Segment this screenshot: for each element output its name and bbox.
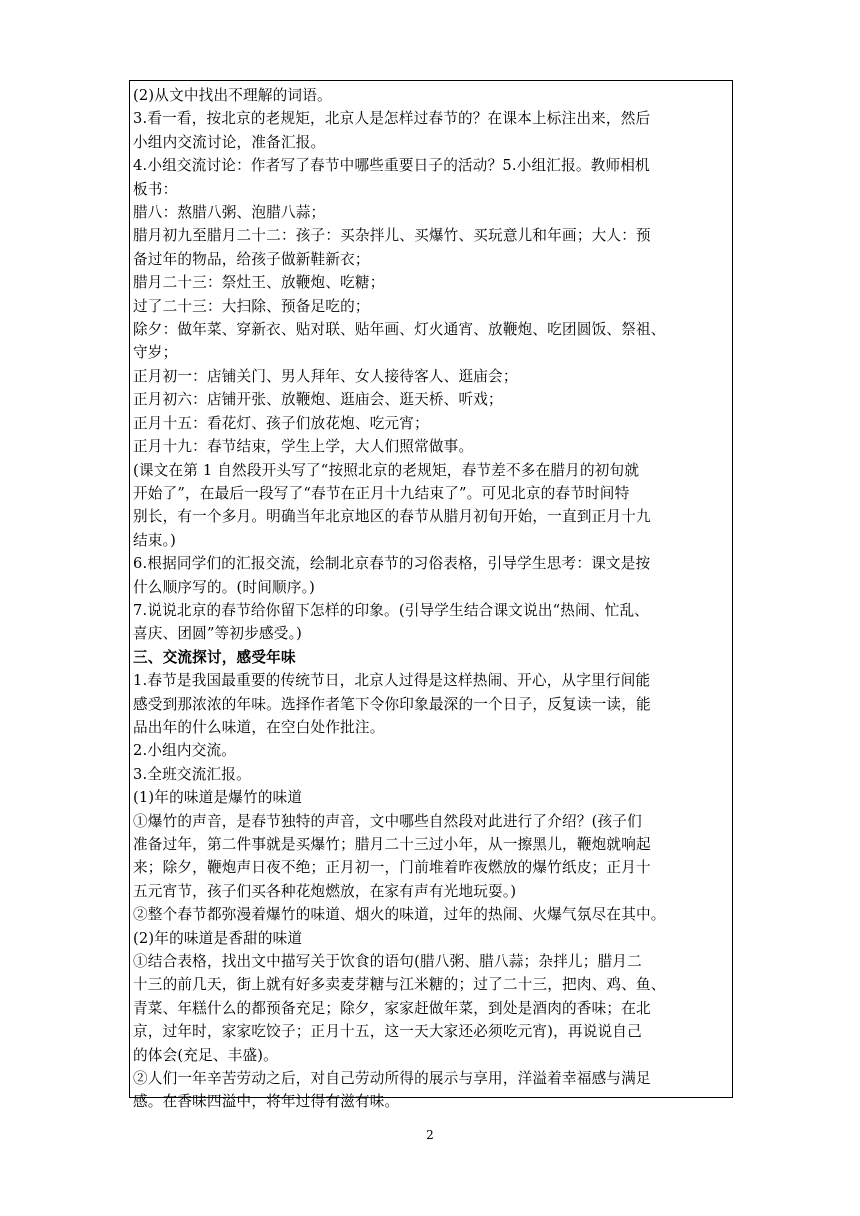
text-line: 感受到那浓浓的年味。选择作者笔下令你印象最深的一个日子，反复读一读，能 bbox=[133, 695, 651, 713]
text-line: 板书： bbox=[133, 180, 178, 198]
text-line: 开始了”，在最后一段写了“春节在正月十九结束了”。可见北京的春节时间特 bbox=[133, 484, 630, 502]
text-line: 来；除夕，鞭炮声日夜不绝；正月初一，门前堆着昨夜燃放的爆竹纸皮；正月十 bbox=[133, 859, 651, 877]
text-line: 什么顺序写的。(时间顺序。) bbox=[133, 578, 316, 596]
text-line: 小组内交流讨论，准备汇报。 bbox=[133, 133, 326, 151]
text-line: 结束。) bbox=[133, 531, 176, 549]
text-line: 京，过年时，家家吃饺子；正月十五，这一天大家还必须吃元宵)，再说说自己 bbox=[133, 1023, 642, 1041]
page-number: 2 bbox=[426, 1128, 434, 1142]
text-line: 2.小组内交流。 bbox=[133, 742, 237, 760]
text-line: 青菜、年糕什么的都预备充足；除夕，家家赶做年菜，到处是酒肉的香味；在北 bbox=[133, 999, 651, 1017]
text-line: ①结合表格，找出文中描写关于饮食的语句(腊八粥、腊八蒜；杂拌儿；腊月二 bbox=[133, 953, 642, 971]
text-line: 正月十五：看花灯、孩子们放花炮、吃元宵； bbox=[133, 414, 429, 432]
section-heading: 三、交流探讨，感受年味 bbox=[133, 648, 296, 666]
text-line: 守岁； bbox=[133, 344, 178, 362]
text-line: (1)年的味道是爆竹的味道 bbox=[133, 789, 303, 807]
text-line: 正月初一：店铺关门、男人拜年、女人接待客人、逛庙会； bbox=[133, 367, 518, 385]
text-line: ②整个春节都弥漫着爆竹的味道、烟火的味道，过年的热闹、火爆气氛尽在其中。 bbox=[133, 906, 666, 924]
text-line: 1.春节是我国最重要的传统节日，北京人过得是这样热闹、开心，从字里行间能 bbox=[133, 672, 651, 690]
text-line: ②人们一年辛苦劳动之后，对自己劳动所得的展示与享用，洋溢着幸福感与满足 bbox=[133, 1070, 651, 1088]
text-line: 喜庆、团圆”等初步感受。) bbox=[133, 625, 302, 643]
text-line: 正月十九：春节结束，学生上学，大人们照常做事。 bbox=[133, 438, 474, 456]
text-line: 备过年的物品，给孩子做新鞋新衣； bbox=[133, 250, 370, 268]
text-line: (课文在第 1 自然段开头写了“按照北京的老规矩，春节差不多在腊月的初旬就 bbox=[133, 461, 640, 479]
text-line: 品出年的什么味道，在空白处作批注。 bbox=[133, 718, 385, 736]
text-line: 7.说说北京的春节给你留下怎样的印象。(引导学生结合课文说出“热闹、忙乱、 bbox=[133, 601, 650, 619]
text-line: 4.小组交流讨论：作者写了春节中哪些重要日子的活动？5.小组汇报。教师相机 bbox=[133, 157, 650, 175]
text-line: 腊八：熬腊八粥、泡腊八蒜； bbox=[133, 204, 326, 222]
text-line: 五元宵节，孩子们买各种花炮燃放，在家有声有光地玩耍。) bbox=[133, 882, 517, 900]
text-line: 过了二十三：大扫除、预备足吃的； bbox=[133, 297, 370, 315]
text-line: 十三的前几天，街上就有好多卖麦芽糖与江米糖的；过了二十三，把肉、鸡、鱼、 bbox=[133, 976, 666, 994]
lesson-content bbox=[133, 84, 731, 1114]
text-line: 腊月初九至腊月二十二：孩子：买杂拌儿、买爆竹、买玩意儿和年画；大人：预 bbox=[133, 227, 651, 245]
text-line: 准备过年，第二件事就是买爆竹；腊月二十三过小年，从一擦黑儿，鞭炮就响起 bbox=[133, 836, 651, 853]
text-line: 别长，有一个多月。明确当年北京地区的春节从腊月初旬开始，一直到正月十九 bbox=[133, 508, 651, 526]
text-line: (2)从文中找出不理解的词语。 bbox=[133, 87, 332, 104]
text-line: 3.全班交流汇报。 bbox=[133, 765, 251, 783]
text-line: 除夕：做年菜、穿新衣、贴对联、贴年画、灯火通宵、放鞭炮、吃团圆饭、祭祖、 bbox=[133, 321, 666, 339]
text-line: 6.根据同学们的汇报交流，绘制北京春节的习俗表格，引导学生思考：课文是按 bbox=[133, 555, 651, 573]
text-line: 腊月二十三：祭灶王、放鞭炮、吃糖； bbox=[133, 274, 385, 292]
text-line: (2)年的味道是香甜的味道 bbox=[133, 929, 303, 947]
text-line: 的体会(充足、丰盛)。 bbox=[133, 1046, 278, 1064]
text-line: ①爆竹的声音，是春节独特的声音，文中哪些自然段对此进行了介绍？(孩子们 bbox=[133, 812, 642, 830]
text-line: 感。在香味四溢中，将年过得有滋有味。 bbox=[133, 1093, 400, 1111]
text-line: 正月初六：店铺开张、放鞭炮、逛庙会、逛天桥、听戏； bbox=[133, 391, 503, 409]
text-line: 3.看一看，按北京的老规矩，北京人是怎样过春节的？在课本上标注出来，然后 bbox=[133, 110, 651, 128]
